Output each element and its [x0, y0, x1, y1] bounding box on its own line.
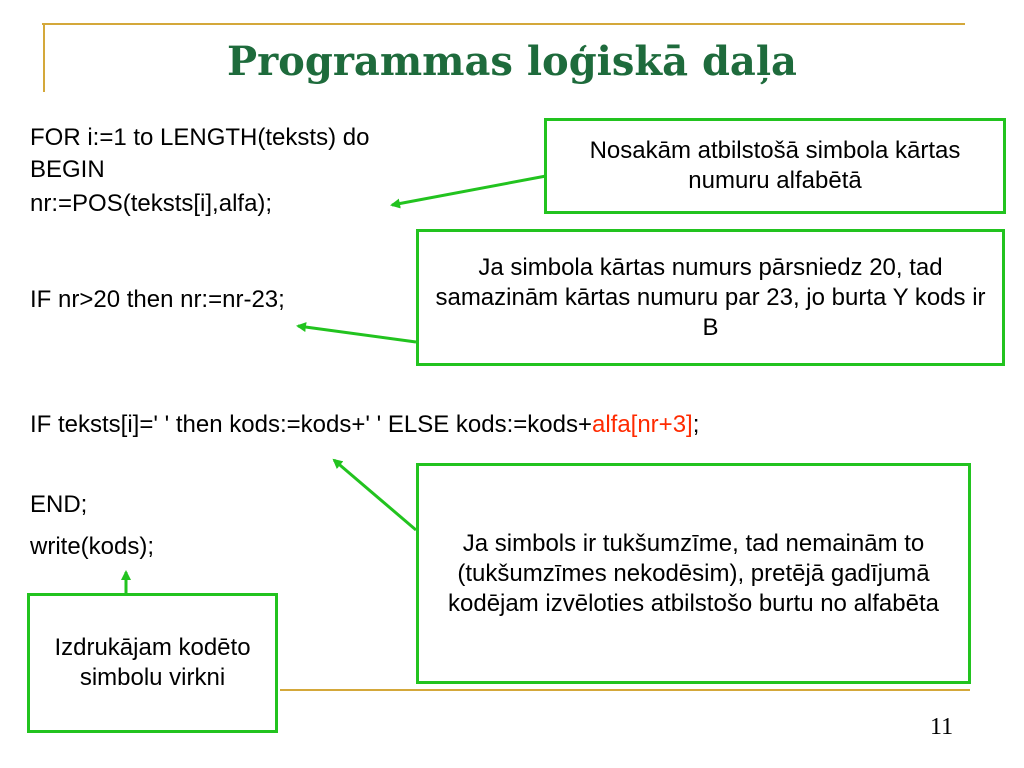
code-line-for: FOR i:=1 to LENGTH(teksts) do	[30, 124, 370, 151]
arrow-if-space	[334, 460, 416, 530]
callout-if-nr	[416, 229, 1005, 366]
callout-write	[27, 593, 278, 733]
code-line-write: write(kods);	[30, 533, 155, 560]
code-highlight: alfa[nr+3]	[591, 411, 693, 438]
code-line-if-space-prefix: IF teksts[i]=' ' then kods:=kods+' ' ELSE kods:=kods+	[30, 411, 592, 438]
code-line-if-space-suffix: ;	[692, 411, 700, 438]
code-line-pos: nr:=POS(teksts[i],alfa);	[30, 190, 273, 217]
slide-number: 11	[930, 714, 954, 740]
code-line-begin: BEGIN	[30, 156, 105, 183]
callout-write-text: Izdrukājam kodēto simbolu virkni	[54, 634, 251, 691]
callout-if-nr-text: Ja simbola kārtas numurs pārsniedz 20, tad samazinām kārtas numuru par 23, jo burta Y kods ir B	[435, 253, 986, 341]
callout-if-space-text: Ja simbols ir tukšumzīme, tad nemainām to (tukšumzīmes nekodēsim), pretējā gadījumā kodējam izvēloties atbilstošo burtu no alfabēta	[448, 529, 939, 617]
slide-title: Programmas loģiskā daļa	[227, 38, 797, 85]
arrow-if-nr	[298, 326, 416, 342]
callout-pos-text: Nosakām atbilstošā simbola kārtas numuru alfabētā	[589, 137, 961, 194]
code-line-if-space	[30, 411, 699, 439]
arrow-pos	[392, 176, 546, 205]
callout-pos	[544, 118, 1006, 214]
code-line-if-nr: IF nr>20 then nr:=nr-23;	[30, 286, 285, 313]
code-line-end: END;	[30, 491, 88, 518]
callout-if-space	[416, 463, 971, 684]
